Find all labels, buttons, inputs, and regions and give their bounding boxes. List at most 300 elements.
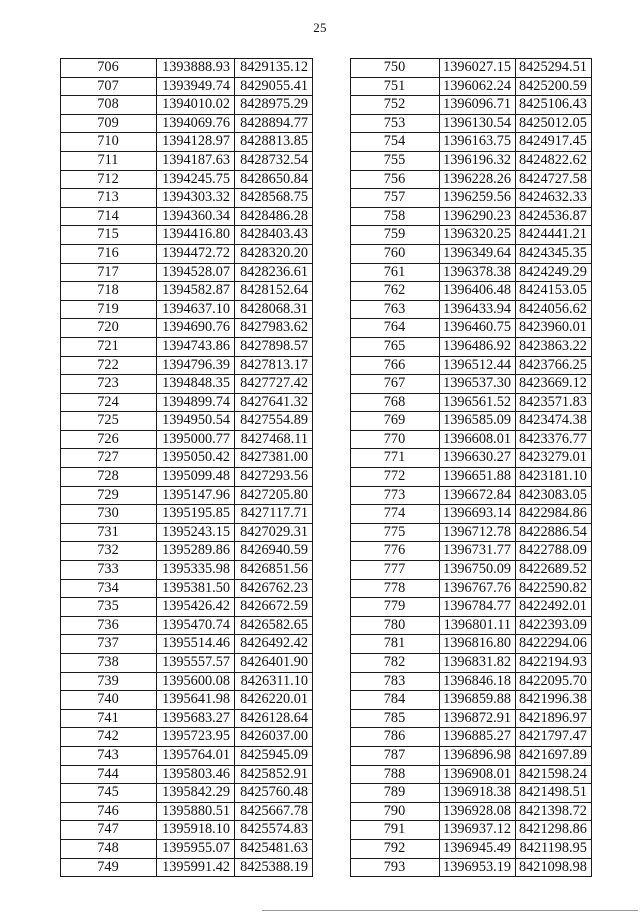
y-coordinate-cell: 8427468.11 bbox=[235, 430, 313, 449]
table-row bbox=[61, 114, 313, 133]
point-number-cell: 733 bbox=[61, 561, 157, 580]
y-coordinate-cell: 8421896.97 bbox=[516, 709, 592, 728]
x-coordinate-cell: 1394472.72 bbox=[157, 244, 235, 263]
x-coordinate-cell: 1396561.52 bbox=[440, 393, 516, 412]
x-coordinate-cell: 1395050.42 bbox=[157, 449, 235, 468]
y-coordinate-cell: 8426128.64 bbox=[235, 709, 313, 728]
table-row bbox=[351, 356, 592, 375]
x-coordinate-cell: 1394303.32 bbox=[157, 189, 235, 208]
x-coordinate-cell: 1396885.27 bbox=[440, 728, 516, 747]
point-number-cell: 762 bbox=[351, 282, 440, 301]
point-number-cell: 763 bbox=[351, 300, 440, 319]
table-row bbox=[61, 821, 313, 840]
x-coordinate-cell: 1396831.82 bbox=[440, 654, 516, 673]
table-row bbox=[351, 244, 592, 263]
point-number-cell: 738 bbox=[61, 654, 157, 673]
y-coordinate-cell: 8428152.64 bbox=[235, 282, 313, 301]
x-coordinate-cell: 1396460.75 bbox=[440, 319, 516, 338]
x-coordinate-cell: 1396767.76 bbox=[440, 579, 516, 598]
table-row bbox=[61, 375, 313, 394]
y-coordinate-cell: 8425667.78 bbox=[235, 802, 313, 821]
point-number-cell: 768 bbox=[351, 393, 440, 412]
x-coordinate-cell: 1394128.97 bbox=[157, 133, 235, 152]
table-row bbox=[61, 523, 313, 542]
point-number-cell: 740 bbox=[61, 691, 157, 710]
point-number-cell: 767 bbox=[351, 375, 440, 394]
x-coordinate-cell: 1394582.87 bbox=[157, 282, 235, 301]
table-row bbox=[61, 839, 313, 858]
x-coordinate-cell: 1395641.98 bbox=[157, 691, 235, 710]
table-row bbox=[61, 356, 313, 375]
point-number-cell: 773 bbox=[351, 486, 440, 505]
y-coordinate-cell: 8428894.77 bbox=[235, 114, 313, 133]
page-number: 25 bbox=[313, 20, 327, 35]
table-row bbox=[61, 337, 313, 356]
y-coordinate-cell: 8421198.95 bbox=[516, 839, 592, 858]
point-number-cell: 754 bbox=[351, 133, 440, 152]
point-number-cell: 728 bbox=[61, 468, 157, 487]
point-number-cell: 791 bbox=[351, 821, 440, 840]
y-coordinate-cell: 8422689.52 bbox=[516, 561, 592, 580]
y-coordinate-cell: 8422590.82 bbox=[516, 579, 592, 598]
table-row bbox=[61, 393, 313, 412]
table-row bbox=[351, 319, 592, 338]
point-number-cell: 780 bbox=[351, 616, 440, 635]
point-number-cell: 726 bbox=[61, 430, 157, 449]
x-coordinate-cell: 1395683.27 bbox=[157, 709, 235, 728]
x-coordinate-cell: 1394069.76 bbox=[157, 114, 235, 133]
y-coordinate-cell: 8425106.43 bbox=[516, 96, 592, 115]
x-coordinate-cell: 1395335.98 bbox=[157, 561, 235, 580]
x-coordinate-cell: 1396908.01 bbox=[440, 765, 516, 784]
x-coordinate-cell: 1396846.18 bbox=[440, 672, 516, 691]
x-coordinate-cell: 1396433.94 bbox=[440, 300, 516, 319]
x-coordinate-cell: 1396320.25 bbox=[440, 226, 516, 245]
table-row bbox=[61, 765, 313, 784]
table-row bbox=[61, 263, 313, 282]
table-row bbox=[351, 691, 592, 710]
table-row bbox=[351, 449, 592, 468]
table-row bbox=[351, 616, 592, 635]
x-coordinate-cell: 1394950.54 bbox=[157, 412, 235, 431]
x-coordinate-cell: 1396585.09 bbox=[440, 412, 516, 431]
point-number-cell: 737 bbox=[61, 635, 157, 654]
x-coordinate-cell: 1396953.19 bbox=[440, 858, 516, 877]
y-coordinate-cell: 8428486.28 bbox=[235, 207, 313, 226]
table-row bbox=[61, 486, 313, 505]
y-coordinate-cell: 8428732.54 bbox=[235, 151, 313, 170]
y-coordinate-cell: 8425200.59 bbox=[516, 77, 592, 96]
y-coordinate-cell: 8426672.59 bbox=[235, 598, 313, 617]
x-coordinate-cell: 1394416.80 bbox=[157, 226, 235, 245]
table-row bbox=[351, 337, 592, 356]
x-coordinate-cell: 1395764.01 bbox=[157, 746, 235, 765]
point-number-cell: 760 bbox=[351, 244, 440, 263]
table-row bbox=[61, 151, 313, 170]
point-number-cell: 746 bbox=[61, 802, 157, 821]
y-coordinate-cell: 8425388.19 bbox=[235, 858, 313, 877]
x-coordinate-cell: 1395955.07 bbox=[157, 839, 235, 858]
table-row bbox=[351, 170, 592, 189]
table-row bbox=[351, 821, 592, 840]
table-row bbox=[351, 542, 592, 561]
y-coordinate-cell: 8421298.86 bbox=[516, 821, 592, 840]
y-coordinate-cell: 8423960.01 bbox=[516, 319, 592, 338]
table-row bbox=[351, 393, 592, 412]
x-coordinate-cell: 1395600.08 bbox=[157, 672, 235, 691]
y-coordinate-cell: 8424153.05 bbox=[516, 282, 592, 301]
x-coordinate-cell: 1395557.57 bbox=[157, 654, 235, 673]
x-coordinate-cell: 1396228.26 bbox=[440, 170, 516, 189]
y-coordinate-cell: 8428975.29 bbox=[235, 96, 313, 115]
table-row bbox=[351, 412, 592, 431]
point-number-cell: 707 bbox=[61, 77, 157, 96]
x-coordinate-cell: 1394899.74 bbox=[157, 393, 235, 412]
point-number-cell: 742 bbox=[61, 728, 157, 747]
y-coordinate-cell: 8426311.10 bbox=[235, 672, 313, 691]
point-number-cell: 719 bbox=[61, 300, 157, 319]
x-coordinate-cell: 1396712.78 bbox=[440, 523, 516, 542]
table-row bbox=[351, 654, 592, 673]
table-row bbox=[61, 468, 313, 487]
x-coordinate-cell: 1395470.74 bbox=[157, 616, 235, 635]
point-number-cell: 729 bbox=[61, 486, 157, 505]
y-coordinate-cell: 8425574.83 bbox=[235, 821, 313, 840]
point-number-cell: 776 bbox=[351, 542, 440, 561]
x-coordinate-cell: 1396918.38 bbox=[440, 784, 516, 803]
point-number-cell: 744 bbox=[61, 765, 157, 784]
y-coordinate-cell: 8428403.43 bbox=[235, 226, 313, 245]
y-coordinate-cell: 8426851.56 bbox=[235, 561, 313, 580]
table-row bbox=[351, 468, 592, 487]
y-coordinate-cell: 8429055.41 bbox=[235, 77, 313, 96]
y-coordinate-cell: 8429135.12 bbox=[235, 59, 313, 78]
point-number-cell: 787 bbox=[351, 746, 440, 765]
table-row bbox=[61, 709, 313, 728]
x-coordinate-cell: 1396784.77 bbox=[440, 598, 516, 617]
table-row bbox=[61, 282, 313, 301]
x-coordinate-cell: 1393949.74 bbox=[157, 77, 235, 96]
y-coordinate-cell: 8423083.05 bbox=[516, 486, 592, 505]
point-number-cell: 743 bbox=[61, 746, 157, 765]
point-number-cell: 758 bbox=[351, 207, 440, 226]
table-row bbox=[61, 430, 313, 449]
x-coordinate-cell: 1394796.39 bbox=[157, 356, 235, 375]
point-number-cell: 771 bbox=[351, 449, 440, 468]
y-coordinate-cell: 8427641.32 bbox=[235, 393, 313, 412]
x-coordinate-cell: 1396693.14 bbox=[440, 505, 516, 524]
point-number-cell: 770 bbox=[351, 430, 440, 449]
x-coordinate-cell: 1393888.93 bbox=[157, 59, 235, 78]
y-coordinate-cell: 8427813.17 bbox=[235, 356, 313, 375]
y-coordinate-cell: 8424727.58 bbox=[516, 170, 592, 189]
x-coordinate-cell: 1395147.96 bbox=[157, 486, 235, 505]
table-row bbox=[351, 858, 592, 877]
y-coordinate-cell: 8424917.45 bbox=[516, 133, 592, 152]
table-row bbox=[351, 207, 592, 226]
x-coordinate-cell: 1396349.64 bbox=[440, 244, 516, 263]
table-row bbox=[61, 858, 313, 877]
y-coordinate-cell: 8422194.93 bbox=[516, 654, 592, 673]
x-coordinate-cell: 1395842.29 bbox=[157, 784, 235, 803]
point-number-cell: 793 bbox=[351, 858, 440, 877]
y-coordinate-cell: 8422492.01 bbox=[516, 598, 592, 617]
table-row bbox=[351, 430, 592, 449]
point-number-cell: 788 bbox=[351, 765, 440, 784]
table-row bbox=[61, 207, 313, 226]
y-coordinate-cell: 8425760.48 bbox=[235, 784, 313, 803]
point-number-cell: 711 bbox=[61, 151, 157, 170]
y-coordinate-cell: 8427983.62 bbox=[235, 319, 313, 338]
y-coordinate-cell: 8427293.56 bbox=[235, 468, 313, 487]
point-number-cell: 792 bbox=[351, 839, 440, 858]
y-coordinate-cell: 8421697.89 bbox=[516, 746, 592, 765]
table-row bbox=[351, 486, 592, 505]
x-coordinate-cell: 1396672.84 bbox=[440, 486, 516, 505]
table-row bbox=[351, 784, 592, 803]
x-coordinate-cell: 1396537.30 bbox=[440, 375, 516, 394]
y-coordinate-cell: 8423474.38 bbox=[516, 412, 592, 431]
x-coordinate-cell: 1396406.48 bbox=[440, 282, 516, 301]
point-number-cell: 765 bbox=[351, 337, 440, 356]
x-coordinate-cell: 1394187.63 bbox=[157, 151, 235, 170]
y-coordinate-cell: 8421398.72 bbox=[516, 802, 592, 821]
y-coordinate-cell: 8421498.51 bbox=[516, 784, 592, 803]
x-coordinate-cell: 1395000.77 bbox=[157, 430, 235, 449]
table-row bbox=[351, 133, 592, 152]
x-coordinate-cell: 1395514.46 bbox=[157, 635, 235, 654]
point-number-cell: 786 bbox=[351, 728, 440, 747]
x-coordinate-cell: 1396163.75 bbox=[440, 133, 516, 152]
y-coordinate-cell: 8426582.65 bbox=[235, 616, 313, 635]
table-row bbox=[351, 523, 592, 542]
point-number-cell: 775 bbox=[351, 523, 440, 542]
y-coordinate-cell: 8422984.86 bbox=[516, 505, 592, 524]
y-coordinate-cell: 8422294.06 bbox=[516, 635, 592, 654]
table-row bbox=[61, 226, 313, 245]
point-number-cell: 764 bbox=[351, 319, 440, 338]
x-coordinate-cell: 1396750.09 bbox=[440, 561, 516, 580]
point-number-cell: 722 bbox=[61, 356, 157, 375]
y-coordinate-cell: 8422393.09 bbox=[516, 616, 592, 635]
point-number-cell: 757 bbox=[351, 189, 440, 208]
y-coordinate-cell: 8424536.87 bbox=[516, 207, 592, 226]
x-coordinate-cell: 1396062.24 bbox=[440, 77, 516, 96]
y-coordinate-cell: 8427727.42 bbox=[235, 375, 313, 394]
y-coordinate-cell: 8427205.80 bbox=[235, 486, 313, 505]
y-coordinate-cell: 8426220.01 bbox=[235, 691, 313, 710]
table-row bbox=[61, 691, 313, 710]
table-row bbox=[351, 263, 592, 282]
point-number-cell: 751 bbox=[351, 77, 440, 96]
x-coordinate-cell: 1394528.07 bbox=[157, 263, 235, 282]
table-row bbox=[351, 226, 592, 245]
y-coordinate-cell: 8426401.90 bbox=[235, 654, 313, 673]
table-row bbox=[61, 654, 313, 673]
point-number-cell: 759 bbox=[351, 226, 440, 245]
table-row bbox=[351, 114, 592, 133]
x-coordinate-cell: 1395723.95 bbox=[157, 728, 235, 747]
x-coordinate-cell: 1396937.12 bbox=[440, 821, 516, 840]
table-row bbox=[61, 59, 313, 78]
y-coordinate-cell: 8427554.89 bbox=[235, 412, 313, 431]
table-row bbox=[61, 449, 313, 468]
table-row bbox=[351, 839, 592, 858]
x-coordinate-cell: 1395195.85 bbox=[157, 505, 235, 524]
table-row bbox=[351, 189, 592, 208]
table-row bbox=[351, 505, 592, 524]
point-number-cell: 727 bbox=[61, 449, 157, 468]
point-number-cell: 730 bbox=[61, 505, 157, 524]
y-coordinate-cell: 8424822.62 bbox=[516, 151, 592, 170]
table-row bbox=[351, 746, 592, 765]
y-coordinate-cell: 8425481.63 bbox=[235, 839, 313, 858]
y-coordinate-cell: 8428568.75 bbox=[235, 189, 313, 208]
point-number-cell: 720 bbox=[61, 319, 157, 338]
x-coordinate-cell: 1395243.15 bbox=[157, 523, 235, 542]
y-coordinate-cell: 8424632.33 bbox=[516, 189, 592, 208]
y-coordinate-cell: 8425294.51 bbox=[516, 59, 592, 78]
y-coordinate-cell: 8427029.31 bbox=[235, 523, 313, 542]
point-number-cell: 747 bbox=[61, 821, 157, 840]
table-row bbox=[351, 300, 592, 319]
y-coordinate-cell: 8428236.61 bbox=[235, 263, 313, 282]
table-row bbox=[351, 151, 592, 170]
y-coordinate-cell: 8423279.01 bbox=[516, 449, 592, 468]
point-number-cell: 718 bbox=[61, 282, 157, 301]
x-coordinate-cell: 1396378.38 bbox=[440, 263, 516, 282]
point-number-cell: 734 bbox=[61, 579, 157, 598]
x-coordinate-cell: 1396816.80 bbox=[440, 635, 516, 654]
y-coordinate-cell: 8424345.35 bbox=[516, 244, 592, 263]
point-number-cell: 790 bbox=[351, 802, 440, 821]
point-number-cell: 715 bbox=[61, 226, 157, 245]
y-coordinate-cell: 8421098.98 bbox=[516, 858, 592, 877]
point-number-cell: 708 bbox=[61, 96, 157, 115]
point-number-cell: 752 bbox=[351, 96, 440, 115]
x-coordinate-cell: 1396801.11 bbox=[440, 616, 516, 635]
x-coordinate-cell: 1396027.15 bbox=[440, 59, 516, 78]
table-row bbox=[61, 77, 313, 96]
x-coordinate-cell: 1396290.23 bbox=[440, 207, 516, 226]
x-coordinate-cell: 1394245.75 bbox=[157, 170, 235, 189]
y-coordinate-cell: 8425945.09 bbox=[235, 746, 313, 765]
x-coordinate-cell: 1394360.34 bbox=[157, 207, 235, 226]
table-row bbox=[61, 189, 313, 208]
table-row bbox=[351, 59, 592, 78]
point-number-cell: 781 bbox=[351, 635, 440, 654]
point-number-cell: 714 bbox=[61, 207, 157, 226]
y-coordinate-cell: 8427117.71 bbox=[235, 505, 313, 524]
point-number-cell: 755 bbox=[351, 151, 440, 170]
table-row bbox=[61, 598, 313, 617]
x-coordinate-cell: 1395991.42 bbox=[157, 858, 235, 877]
x-coordinate-cell: 1394637.10 bbox=[157, 300, 235, 319]
y-coordinate-cell: 8421598.24 bbox=[516, 765, 592, 784]
point-number-cell: 774 bbox=[351, 505, 440, 524]
table-row bbox=[61, 542, 313, 561]
point-number-cell: 712 bbox=[61, 170, 157, 189]
y-coordinate-cell: 8423181.10 bbox=[516, 468, 592, 487]
table-row bbox=[61, 746, 313, 765]
point-number-cell: 750 bbox=[351, 59, 440, 78]
y-coordinate-cell: 8425852.91 bbox=[235, 765, 313, 784]
table-row bbox=[61, 561, 313, 580]
y-coordinate-cell: 8428813.85 bbox=[235, 133, 313, 152]
x-coordinate-cell: 1395803.46 bbox=[157, 765, 235, 784]
y-coordinate-cell: 8423863.22 bbox=[516, 337, 592, 356]
table-row bbox=[61, 133, 313, 152]
y-coordinate-cell: 8422788.09 bbox=[516, 542, 592, 561]
x-coordinate-cell: 1395918.10 bbox=[157, 821, 235, 840]
point-number-cell: 710 bbox=[61, 133, 157, 152]
y-coordinate-cell: 8421797.47 bbox=[516, 728, 592, 747]
y-coordinate-cell: 8424056.62 bbox=[516, 300, 592, 319]
y-coordinate-cell: 8426492.42 bbox=[235, 635, 313, 654]
table-row bbox=[61, 784, 313, 803]
point-number-cell: 782 bbox=[351, 654, 440, 673]
point-number-cell: 783 bbox=[351, 672, 440, 691]
x-coordinate-cell: 1396512.44 bbox=[440, 356, 516, 375]
y-coordinate-cell: 8427898.57 bbox=[235, 337, 313, 356]
x-coordinate-cell: 1394743.86 bbox=[157, 337, 235, 356]
point-number-cell: 766 bbox=[351, 356, 440, 375]
y-coordinate-cell: 8421996.38 bbox=[516, 691, 592, 710]
point-number-cell: 761 bbox=[351, 263, 440, 282]
point-number-cell: 756 bbox=[351, 170, 440, 189]
table-row bbox=[61, 505, 313, 524]
point-number-cell: 789 bbox=[351, 784, 440, 803]
point-number-cell: 777 bbox=[351, 561, 440, 580]
point-number-cell: 721 bbox=[61, 337, 157, 356]
x-coordinate-cell: 1396945.49 bbox=[440, 839, 516, 858]
table-row bbox=[61, 96, 313, 115]
y-coordinate-cell: 8424249.29 bbox=[516, 263, 592, 282]
x-coordinate-cell: 1396859.88 bbox=[440, 691, 516, 710]
point-number-cell: 716 bbox=[61, 244, 157, 263]
table-row bbox=[61, 300, 313, 319]
x-coordinate-cell: 1395426.42 bbox=[157, 598, 235, 617]
table-row bbox=[351, 598, 592, 617]
point-number-cell: 724 bbox=[61, 393, 157, 412]
x-coordinate-cell: 1395289.86 bbox=[157, 542, 235, 561]
x-coordinate-cell: 1394848.35 bbox=[157, 375, 235, 394]
x-coordinate-cell: 1396872.91 bbox=[440, 709, 516, 728]
y-coordinate-cell: 8424441.21 bbox=[516, 226, 592, 245]
scan-edge-line bbox=[262, 910, 638, 911]
point-number-cell: 735 bbox=[61, 598, 157, 617]
point-number-cell: 725 bbox=[61, 412, 157, 431]
point-number-cell: 706 bbox=[61, 59, 157, 78]
x-coordinate-cell: 1396608.01 bbox=[440, 430, 516, 449]
x-coordinate-cell: 1394690.76 bbox=[157, 319, 235, 338]
x-coordinate-cell: 1396731.77 bbox=[440, 542, 516, 561]
y-coordinate-cell: 8428320.20 bbox=[235, 244, 313, 263]
x-coordinate-cell: 1396651.88 bbox=[440, 468, 516, 487]
table-row bbox=[351, 672, 592, 691]
table-row bbox=[351, 96, 592, 115]
y-coordinate-cell: 8428068.31 bbox=[235, 300, 313, 319]
y-coordinate-cell: 8428650.84 bbox=[235, 170, 313, 189]
x-coordinate-cell: 1395880.51 bbox=[157, 802, 235, 821]
point-number-cell: 731 bbox=[61, 523, 157, 542]
point-number-cell: 749 bbox=[61, 858, 157, 877]
table-row bbox=[61, 412, 313, 431]
table-row bbox=[61, 319, 313, 338]
table-row bbox=[351, 765, 592, 784]
y-coordinate-cell: 8423571.83 bbox=[516, 393, 592, 412]
table-row bbox=[61, 802, 313, 821]
